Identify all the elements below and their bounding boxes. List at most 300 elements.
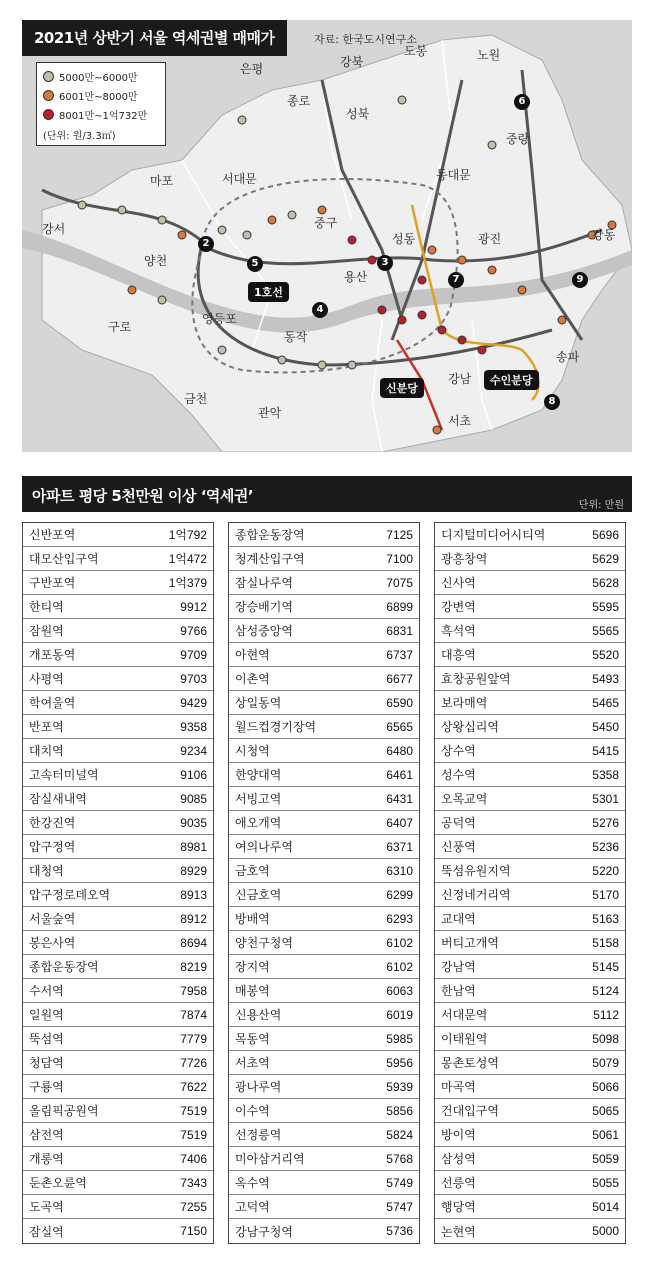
station-price: 8912 (180, 911, 207, 926)
station-price: 9912 (180, 599, 207, 614)
station-price: 5079 (592, 1055, 619, 1070)
district-label: 중랑 (506, 132, 530, 146)
line-number-8: 8 (544, 394, 560, 410)
table-row (435, 883, 625, 907)
station-price: 5565 (592, 623, 619, 638)
station-price: 7874 (180, 1007, 207, 1022)
district-label: 노원 (477, 48, 501, 62)
station-name: 압구정역 (29, 840, 76, 854)
station-name: 애오개역 (235, 816, 282, 830)
table-row (435, 907, 625, 931)
table-row (229, 1147, 419, 1171)
table-row (23, 1051, 213, 1075)
district-label: 강서 (42, 222, 66, 236)
station-price: 5158 (592, 935, 619, 950)
station-price: 1억379 (168, 576, 207, 590)
district-label: 종로 (287, 94, 311, 108)
station-name: 매봉역 (235, 984, 270, 998)
station-name: 대치역 (29, 744, 64, 758)
table-row (229, 787, 419, 811)
legend-item (43, 107, 147, 122)
table-row (23, 691, 213, 715)
station-price: 7519 (180, 1127, 207, 1142)
table-row (435, 667, 625, 691)
station-price: 1억472 (168, 552, 207, 566)
table-row (435, 1171, 625, 1195)
station-name: 보라매역 (441, 696, 488, 710)
station-price: 5145 (592, 959, 619, 974)
line-number-2: 2 (198, 236, 214, 252)
station-name: 효창공원앞역 (441, 672, 511, 686)
table-row (23, 955, 213, 979)
station-name: 잠실역 (29, 1224, 64, 1239)
station-price: 5595 (592, 599, 619, 614)
line-number-9: 9 (572, 272, 588, 288)
district-label: 중구 (314, 216, 338, 230)
table-row (229, 1195, 419, 1219)
station-name: 일원역 (29, 1008, 64, 1022)
station-price: 9085 (180, 791, 207, 806)
table-row (23, 523, 213, 547)
table-row (23, 715, 213, 739)
station-price: 5170 (592, 887, 619, 902)
station-price: 9106 (180, 767, 207, 782)
station-name: 미아삼거리역 (235, 1152, 305, 1166)
district-label: 성북 (346, 107, 370, 121)
table-row (229, 715, 419, 739)
station-name: 대흥역 (441, 648, 476, 662)
station-price: 6461 (386, 767, 413, 782)
table-row (23, 907, 213, 931)
table-row (229, 955, 419, 979)
station-price: 6310 (386, 863, 413, 878)
table-column-3 (434, 522, 626, 1244)
station-price: 7075 (386, 575, 413, 590)
station-name: 목동역 (235, 1032, 270, 1046)
table-row (435, 811, 625, 835)
table-row (229, 907, 419, 931)
station-name: 압구정로데오역 (29, 888, 111, 902)
station-price: 9766 (180, 623, 207, 638)
station-name: 서빙고역 (235, 792, 282, 806)
district-label: 구로 (108, 320, 132, 334)
station-name: 둔촌오륜역 (29, 1176, 87, 1190)
table-title-bar (22, 476, 632, 512)
line-number-6: 6 (514, 94, 530, 110)
station-name: 논현역 (441, 1224, 476, 1239)
table-row (435, 691, 625, 715)
table-row (23, 811, 213, 835)
station-price: 7150 (180, 1224, 207, 1238)
table-row (435, 739, 625, 763)
station-price: 7726 (180, 1055, 207, 1070)
table-row (229, 859, 419, 883)
station-price: 5236 (592, 839, 619, 854)
table-row (435, 835, 625, 859)
table-row (23, 835, 213, 859)
district-label: 광진 (478, 232, 502, 246)
table-row (23, 595, 213, 619)
table-row (435, 1147, 625, 1171)
district-label: 강남 (448, 372, 472, 386)
station-name: 학여울역 (29, 696, 76, 710)
station-price: 5061 (592, 1127, 619, 1142)
station-name: 광흥창역 (441, 552, 488, 566)
station-name: 수서역 (29, 984, 64, 998)
station-price: 5059 (592, 1151, 619, 1166)
station-name: 잠원역 (29, 624, 64, 638)
table-row (229, 1003, 419, 1027)
district-label: 성동 (392, 232, 416, 246)
station-price: 5736 (386, 1224, 413, 1238)
station-price: 7779 (180, 1031, 207, 1046)
station-name: 장지역 (235, 960, 270, 974)
district-label: 마포 (150, 174, 174, 188)
station-name: 구반포역 (29, 576, 76, 590)
station-price: 8981 (180, 839, 207, 854)
table-row (23, 667, 213, 691)
station-name: 잠실나루역 (235, 576, 293, 590)
station-name: 신사역 (441, 576, 476, 590)
table-row (229, 1051, 419, 1075)
station-price: 5628 (592, 575, 619, 590)
station-price: 9703 (180, 671, 207, 686)
station-name: 신반포역 (29, 528, 76, 542)
table-row (435, 1051, 625, 1075)
table-row (435, 859, 625, 883)
table-row (23, 739, 213, 763)
station-price: 5014 (592, 1199, 619, 1214)
district-label: 강동 (592, 228, 616, 242)
station-price: 8929 (180, 863, 207, 878)
station-price: 6737 (386, 647, 413, 662)
station-price: 6102 (386, 959, 413, 974)
map-legend (36, 62, 166, 146)
station-name: 잠실새내역 (29, 792, 87, 806)
station-name: 신금호역 (235, 888, 282, 902)
station-price: 6102 (386, 935, 413, 950)
station-name: 대모산입구역 (29, 552, 99, 566)
station-name: 마곡역 (441, 1080, 476, 1094)
station-name: 강변역 (441, 600, 476, 614)
table-row (435, 1195, 625, 1219)
station-name: 월드컵경기장역 (235, 720, 317, 734)
station-name: 상일동역 (235, 696, 282, 710)
station-name: 반포역 (29, 720, 64, 734)
legend-dot-red-icon (43, 109, 54, 120)
station-price: 5768 (386, 1151, 413, 1166)
station-price: 6565 (386, 719, 413, 734)
table-row (229, 571, 419, 595)
table-row (435, 1003, 625, 1027)
station-name: 시청역 (235, 744, 270, 758)
line-label-suin-bundang: 수인분당 (484, 370, 539, 390)
district-label: 서대문 (222, 172, 257, 186)
station-price: 5220 (592, 863, 619, 878)
table-row (23, 619, 213, 643)
table-column-2 (228, 522, 420, 1244)
station-name: 옥수역 (235, 1176, 270, 1190)
table-row (229, 619, 419, 643)
table-row (23, 1099, 213, 1123)
table-row (435, 1099, 625, 1123)
station-name: 방배역 (235, 912, 270, 926)
station-price: 7406 (180, 1151, 207, 1166)
map-source: 자료: 한국도시연구소 (314, 33, 417, 46)
station-price: 5358 (592, 767, 619, 782)
table-row (23, 979, 213, 1003)
table-row (435, 715, 625, 739)
district-label: 동작 (284, 330, 308, 344)
table-row (435, 1219, 625, 1243)
table-row (435, 1075, 625, 1099)
station-price: 6063 (386, 983, 413, 998)
station-name: 방이역 (441, 1128, 476, 1142)
station-price: 5098 (592, 1031, 619, 1046)
table-row (229, 1027, 419, 1051)
station-name: 버티고개역 (441, 936, 499, 950)
station-price: 5415 (592, 743, 619, 758)
table-row (435, 1123, 625, 1147)
station-price: 5066 (592, 1079, 619, 1094)
station-price: 5493 (592, 671, 619, 686)
station-name: 대청역 (29, 864, 64, 878)
station-name: 이촌역 (235, 672, 270, 686)
station-price: 5749 (386, 1175, 413, 1190)
table-row (229, 739, 419, 763)
line-number-7: 7 (448, 272, 464, 288)
station-name: 성수역 (441, 768, 476, 782)
table-row (229, 835, 419, 859)
table-column-1 (22, 522, 214, 1244)
table-row (23, 763, 213, 787)
station-price: 5112 (593, 1007, 619, 1022)
table-row (23, 571, 213, 595)
district-label: 용산 (344, 270, 368, 284)
station-name: 오목교역 (441, 792, 488, 806)
district-label: 금천 (184, 392, 208, 406)
table-row (23, 547, 213, 571)
station-name: 신풍역 (441, 840, 476, 854)
line-label-sinbundang: 신분당 (380, 378, 424, 398)
station-name: 개포동역 (29, 648, 76, 662)
station-name: 여의나루역 (235, 840, 293, 854)
station-price: 5985 (386, 1031, 413, 1046)
station-name: 뚝섬역 (29, 1032, 64, 1046)
station-price: 8219 (180, 959, 207, 974)
table-row (23, 1027, 213, 1051)
station-name: 종합운동장역 (29, 960, 99, 974)
station-name: 양천구청역 (235, 936, 293, 950)
table-row (435, 571, 625, 595)
station-price: 5824 (386, 1127, 413, 1142)
district-label: 양천 (144, 254, 168, 268)
station-price: 5629 (592, 551, 619, 566)
table-row (229, 763, 419, 787)
district-label: 강북 (340, 55, 364, 69)
table-row (435, 931, 625, 955)
table-row (435, 763, 625, 787)
station-price: 5000 (592, 1224, 619, 1238)
station-price: 5124 (592, 983, 619, 998)
station-name: 이태원역 (441, 1032, 488, 1046)
table-row (229, 1075, 419, 1099)
station-name: 이수역 (235, 1104, 270, 1118)
table-row (229, 667, 419, 691)
station-price: 6831 (386, 623, 413, 638)
table-row (229, 931, 419, 955)
station-price: 9709 (180, 647, 207, 662)
station-price: 6431 (386, 791, 413, 806)
station-name: 한남역 (441, 984, 476, 998)
table-row (23, 1219, 213, 1243)
station-name: 신정네거리역 (441, 888, 511, 902)
station-price: 5163 (592, 911, 619, 926)
table-row (435, 955, 625, 979)
table-row (435, 1027, 625, 1051)
station-price: 5747 (386, 1199, 413, 1214)
table-row (229, 1171, 419, 1195)
table-row (23, 1123, 213, 1147)
station-name: 서초역 (235, 1056, 270, 1070)
table-row (23, 1147, 213, 1171)
table-row (229, 1219, 419, 1243)
table-title: 아파트 평당 5천만원 이상 ‘역세권’ (32, 487, 254, 505)
table-row (435, 643, 625, 667)
station-name: 한강진역 (29, 816, 76, 830)
station-price: 5276 (592, 815, 619, 830)
table-row (229, 1099, 419, 1123)
line-label-1: 1호선 (248, 282, 289, 302)
station-name: 아현역 (235, 648, 270, 662)
station-price: 6293 (386, 911, 413, 926)
station-price: 5055 (592, 1175, 619, 1190)
station-name: 선정릉역 (235, 1128, 282, 1142)
station-price: 8913 (180, 887, 207, 902)
station-name: 삼성중앙역 (235, 624, 293, 638)
station-name: 도곡역 (29, 1200, 64, 1214)
table-row (23, 787, 213, 811)
district-label: 영등포 (202, 312, 237, 326)
station-price: 6480 (386, 743, 413, 758)
table-row (229, 691, 419, 715)
station-name: 청계산입구역 (235, 552, 305, 566)
table-row (229, 547, 419, 571)
legend-item (43, 88, 138, 103)
station-price: 5450 (592, 719, 619, 734)
table-row (229, 883, 419, 907)
station-price: 6407 (386, 815, 413, 830)
station-name: 구룡역 (29, 1080, 64, 1094)
table-row (229, 523, 419, 547)
station-price: 5520 (592, 647, 619, 662)
table-row (23, 1003, 213, 1027)
legend-label: 8001만~1억732만 (59, 111, 148, 122)
table-row (229, 643, 419, 667)
legend-label: 5000만~6000만 (59, 73, 138, 84)
station-price: 5939 (386, 1079, 413, 1094)
station-name: 강남구청역 (235, 1224, 293, 1239)
station-name: 선릉역 (441, 1176, 476, 1190)
station-name: 장승배기역 (235, 600, 293, 614)
line-number-3: 3 (377, 255, 393, 271)
station-name: 사평역 (29, 672, 64, 686)
station-name: 개롱역 (29, 1152, 64, 1166)
table-row (435, 547, 625, 571)
table-row (23, 1075, 213, 1099)
station-price: 6590 (386, 695, 413, 710)
legend-label: 6001만~8000만 (59, 92, 138, 103)
legend-unit: (단위: 원/3.3㎡) (43, 131, 116, 142)
station-price: 5301 (592, 791, 619, 806)
station-price: 7255 (180, 1199, 207, 1214)
table-row (435, 787, 625, 811)
table-row (229, 595, 419, 619)
station-name: 신용산역 (235, 1008, 282, 1022)
table-row (435, 979, 625, 1003)
station-price: 1억792 (168, 528, 207, 542)
station-name: 몽촌토성역 (441, 1056, 499, 1070)
table-row (23, 931, 213, 955)
station-price: 7622 (180, 1079, 207, 1094)
table-unit: 단위: 만원 (578, 500, 624, 511)
legend-item (43, 69, 138, 84)
district-label: 관악 (258, 406, 282, 420)
station-price: 5696 (592, 527, 619, 542)
legend-dot-orange-icon (43, 90, 54, 101)
station-name: 한티역 (29, 600, 64, 614)
map-title: 2021년 상반기 서울 역세권별 매매가 (22, 20, 287, 56)
table-row (435, 595, 625, 619)
station-name: 공덕역 (441, 816, 476, 830)
station-name: 상수역 (441, 744, 476, 758)
line-number-4: 4 (312, 302, 328, 318)
station-price: 7519 (180, 1103, 207, 1118)
station-price: 6299 (386, 887, 413, 902)
station-name: 서대문역 (441, 1008, 488, 1022)
station-name: 올림픽공원역 (29, 1104, 99, 1118)
station-price: 9429 (180, 695, 207, 710)
station-price: 7100 (386, 551, 413, 566)
station-name: 삼전역 (29, 1128, 64, 1142)
station-name: 행당역 (441, 1200, 476, 1214)
station-name: 서울숲역 (29, 912, 76, 926)
station-name: 고덕역 (235, 1200, 270, 1214)
district-label: 은평 (240, 62, 264, 76)
table-row (229, 979, 419, 1003)
station-price: 5856 (386, 1103, 413, 1118)
station-price: 6371 (386, 839, 413, 854)
table-row (23, 1195, 213, 1219)
station-price: 5465 (592, 695, 619, 710)
line-number-5: 5 (247, 256, 263, 272)
legend-dot-gray-icon (43, 71, 54, 82)
station-name: 흑석역 (441, 624, 476, 638)
station-name: 고속터미널역 (29, 768, 99, 782)
station-price-map (22, 20, 632, 452)
district-label: 도봉 (404, 44, 428, 58)
station-price: 5956 (386, 1055, 413, 1070)
station-price: 6899 (386, 599, 413, 614)
station-price: 9358 (180, 719, 207, 734)
station-price: 7343 (180, 1175, 207, 1190)
station-price: 7125 (386, 527, 413, 542)
district-label: 동대문 (436, 168, 471, 182)
table-row (435, 523, 625, 547)
station-name: 상왕십리역 (441, 720, 499, 734)
table-row (229, 1123, 419, 1147)
table-row (435, 619, 625, 643)
